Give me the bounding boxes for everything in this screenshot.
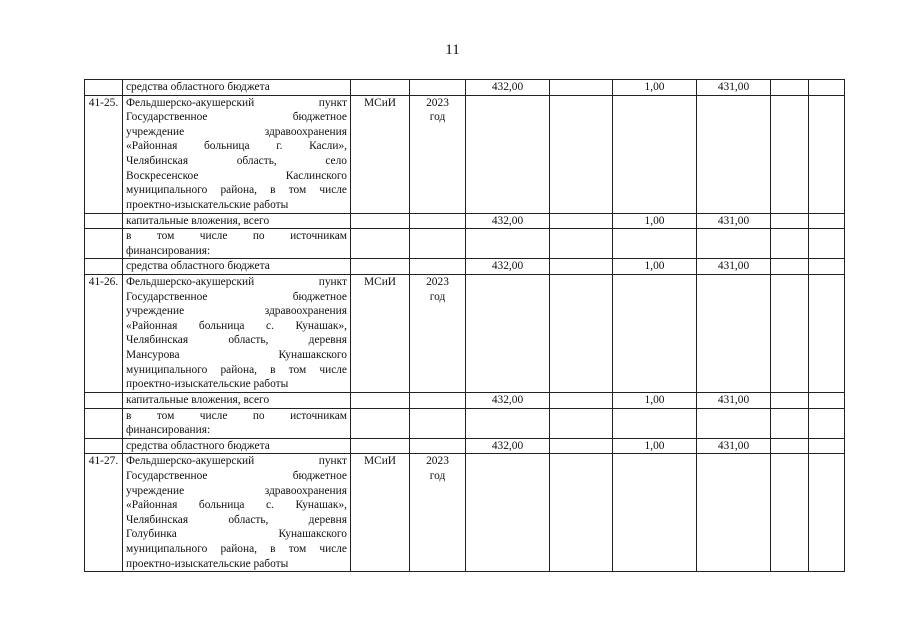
amount-col9-cell bbox=[771, 392, 809, 408]
name-line: капитальные вложения, всего bbox=[126, 393, 270, 406]
row-name-cell bbox=[123, 454, 351, 572]
amount-2024-cell: 431,00 bbox=[697, 80, 771, 96]
name-line: в том числе по источникам bbox=[126, 230, 347, 243]
name-line: средства областного бюджета bbox=[126, 260, 270, 273]
federal-amount-cell bbox=[550, 454, 613, 572]
row-number-cell bbox=[85, 438, 123, 454]
amount-2023-cell: 1,00 bbox=[613, 259, 697, 275]
name-line: проектно-изыскательские работы bbox=[126, 557, 289, 570]
year-part: год bbox=[429, 111, 446, 124]
total-amount-cell bbox=[466, 408, 550, 438]
row-number-cell: 41-26. bbox=[85, 274, 123, 392]
name-line: Фельдшерско-акушерский пункт bbox=[126, 96, 347, 109]
amount-2023-cell: 1,00 bbox=[613, 80, 697, 96]
amount-2023-cell bbox=[613, 454, 697, 572]
federal-amount-cell bbox=[550, 80, 613, 96]
federal-amount-cell bbox=[550, 229, 613, 259]
responsible-cell: МСиИ bbox=[351, 454, 410, 572]
amount-2024-cell: 431,00 bbox=[697, 438, 771, 454]
table-row bbox=[85, 454, 845, 572]
amount-2024-cell bbox=[697, 454, 771, 572]
amount-2024-cell: 431,00 bbox=[697, 259, 771, 275]
row-name-cell bbox=[123, 95, 351, 213]
amount-2024-cell: 431,00 bbox=[697, 213, 771, 229]
name-line: средства областного бюджета bbox=[126, 439, 270, 452]
responsible-cell bbox=[351, 80, 410, 96]
amount-col9-cell bbox=[771, 454, 809, 572]
amount-2023-cell bbox=[613, 229, 697, 259]
name-line: учреждение здравоохранения bbox=[126, 484, 347, 497]
year-cell bbox=[410, 392, 466, 408]
amount-2023-cell bbox=[613, 408, 697, 438]
name-line: проектно-изыскательские работы bbox=[126, 198, 289, 211]
name-line: учреждение здравоохранения bbox=[126, 125, 347, 138]
responsible-cell bbox=[351, 392, 410, 408]
name-line: Челябинская область, деревня bbox=[126, 334, 347, 347]
amount-2023-cell: 1,00 bbox=[613, 438, 697, 454]
amount-2023-cell bbox=[613, 95, 697, 213]
total-amount-cell: 432,00 bbox=[466, 438, 550, 454]
amount-col9-cell bbox=[771, 80, 809, 96]
total-amount-cell bbox=[466, 229, 550, 259]
name-line: в том числе по источникам bbox=[126, 409, 347, 422]
table-row bbox=[85, 408, 845, 438]
total-amount-cell bbox=[466, 274, 550, 392]
name-line: Фельдшерско-акушерский пункт bbox=[126, 275, 347, 288]
row-number-cell: 41-25. bbox=[85, 95, 123, 213]
federal-amount-cell bbox=[550, 408, 613, 438]
responsible-cell: МСиИ bbox=[351, 95, 410, 213]
year-cell bbox=[410, 438, 466, 454]
responsible-cell bbox=[351, 213, 410, 229]
amount-col10-cell bbox=[809, 80, 845, 96]
name-line: «Районная больница г. Касли», bbox=[126, 140, 347, 153]
row-number-cell bbox=[85, 80, 123, 96]
amount-2023-cell: 1,00 bbox=[613, 213, 697, 229]
table-row bbox=[85, 259, 845, 275]
total-amount-cell: 432,00 bbox=[466, 80, 550, 96]
amount-2024-cell bbox=[697, 408, 771, 438]
table-row bbox=[85, 392, 845, 408]
amount-col9-cell bbox=[771, 213, 809, 229]
amount-col9-cell bbox=[771, 274, 809, 392]
amount-col9-cell bbox=[771, 438, 809, 454]
amount-2024-cell bbox=[697, 274, 771, 392]
name-line: Государственное бюджетное bbox=[126, 290, 347, 303]
federal-amount-cell bbox=[550, 438, 613, 454]
amount-col9-cell bbox=[771, 229, 809, 259]
name-line: проектно-изыскательские работы bbox=[126, 378, 289, 391]
name-line: учреждение здравоохранения bbox=[126, 305, 347, 318]
name-line: муниципального района, в том числе bbox=[126, 542, 347, 555]
year-part: 2023 bbox=[426, 275, 449, 288]
name-line: Голубинка Кунашакского bbox=[126, 528, 347, 541]
page-number: 11 bbox=[445, 42, 460, 58]
federal-amount-cell bbox=[550, 95, 613, 213]
amount-2023-cell bbox=[613, 274, 697, 392]
row-name-cell bbox=[123, 438, 351, 454]
row-number-cell bbox=[85, 408, 123, 438]
row-name-cell bbox=[123, 259, 351, 275]
federal-amount-cell bbox=[550, 259, 613, 275]
amount-col10-cell bbox=[809, 454, 845, 572]
total-amount-cell: 432,00 bbox=[466, 259, 550, 275]
amount-col10-cell bbox=[809, 229, 845, 259]
row-number-cell bbox=[85, 213, 123, 229]
amount-col10-cell bbox=[809, 274, 845, 392]
name-line: капитальные вложения, всего bbox=[126, 214, 270, 227]
row-number-cell: 41-27. bbox=[85, 454, 123, 572]
row-name-cell bbox=[123, 274, 351, 392]
name-line: Государственное бюджетное bbox=[126, 111, 347, 124]
amount-col10-cell bbox=[809, 95, 845, 213]
row-name-cell bbox=[123, 80, 351, 96]
name-line: средства областного бюджета bbox=[126, 81, 270, 93]
name-line: финансирования: bbox=[126, 244, 211, 257]
responsible-cell bbox=[351, 408, 410, 438]
responsible-cell bbox=[351, 259, 410, 275]
year-part: 2023 bbox=[426, 96, 449, 109]
table-row bbox=[85, 274, 845, 392]
table-row bbox=[85, 95, 845, 213]
amount-col10-cell bbox=[809, 213, 845, 229]
name-line: Государственное бюджетное bbox=[126, 469, 347, 482]
name-line: финансирования: bbox=[126, 424, 211, 437]
year-part: год bbox=[429, 469, 446, 482]
table-row bbox=[85, 80, 845, 96]
responsible-cell bbox=[351, 229, 410, 259]
amount-col9-cell bbox=[771, 259, 809, 275]
name-line: муниципального района, в том числе bbox=[126, 184, 347, 197]
name-line: «Районная больница с. Кунашак», bbox=[126, 499, 347, 512]
year-cell bbox=[410, 259, 466, 275]
row-name-cell bbox=[123, 392, 351, 408]
amount-2024-cell bbox=[697, 229, 771, 259]
table-body bbox=[85, 80, 845, 572]
year-cell bbox=[410, 229, 466, 259]
year-cell bbox=[410, 408, 466, 438]
amount-col10-cell bbox=[809, 408, 845, 438]
year-cell bbox=[410, 95, 466, 213]
federal-amount-cell bbox=[550, 392, 613, 408]
total-amount-cell: 432,00 bbox=[466, 213, 550, 229]
row-name-cell bbox=[123, 229, 351, 259]
amount-col9-cell bbox=[771, 408, 809, 438]
federal-amount-cell bbox=[550, 213, 613, 229]
name-line: муниципального района, в том числе bbox=[126, 363, 347, 376]
year-part: год bbox=[429, 290, 446, 303]
row-number-cell bbox=[85, 229, 123, 259]
amount-2024-cell: 431,00 bbox=[697, 392, 771, 408]
amount-col9-cell bbox=[771, 95, 809, 213]
total-amount-cell bbox=[466, 95, 550, 213]
year-cell bbox=[410, 80, 466, 96]
year-part: 2023 bbox=[426, 455, 449, 468]
row-number-cell bbox=[85, 392, 123, 408]
name-line: «Районная больница с. Кунашак», bbox=[126, 319, 347, 332]
amount-2023-cell: 1,00 bbox=[613, 392, 697, 408]
amount-col10-cell bbox=[809, 438, 845, 454]
table-row bbox=[85, 213, 845, 229]
federal-amount-cell bbox=[550, 274, 613, 392]
responsible-cell bbox=[351, 438, 410, 454]
table-row bbox=[85, 438, 845, 454]
name-line: Мансурова Кунашакского bbox=[126, 348, 347, 361]
amount-col10-cell bbox=[809, 392, 845, 408]
name-line: Фельдшерско-акушерский пункт bbox=[126, 455, 347, 468]
total-amount-cell bbox=[466, 454, 550, 572]
year-cell bbox=[410, 274, 466, 392]
table-row bbox=[85, 229, 845, 259]
year-cell bbox=[410, 454, 466, 572]
amount-2024-cell bbox=[697, 95, 771, 213]
responsible-cell: МСиИ bbox=[351, 274, 410, 392]
row-name-cell bbox=[123, 408, 351, 438]
budget-table bbox=[84, 79, 845, 572]
row-name-cell bbox=[123, 213, 351, 229]
amount-col10-cell bbox=[809, 259, 845, 275]
name-line: Воскресенское Каслинского bbox=[126, 169, 347, 182]
name-line: Челябинская область, село bbox=[126, 154, 347, 167]
total-amount-cell: 432,00 bbox=[466, 392, 550, 408]
year-cell bbox=[410, 213, 466, 229]
row-number-cell bbox=[85, 259, 123, 275]
name-line: Челябинская область, деревня bbox=[126, 513, 347, 526]
